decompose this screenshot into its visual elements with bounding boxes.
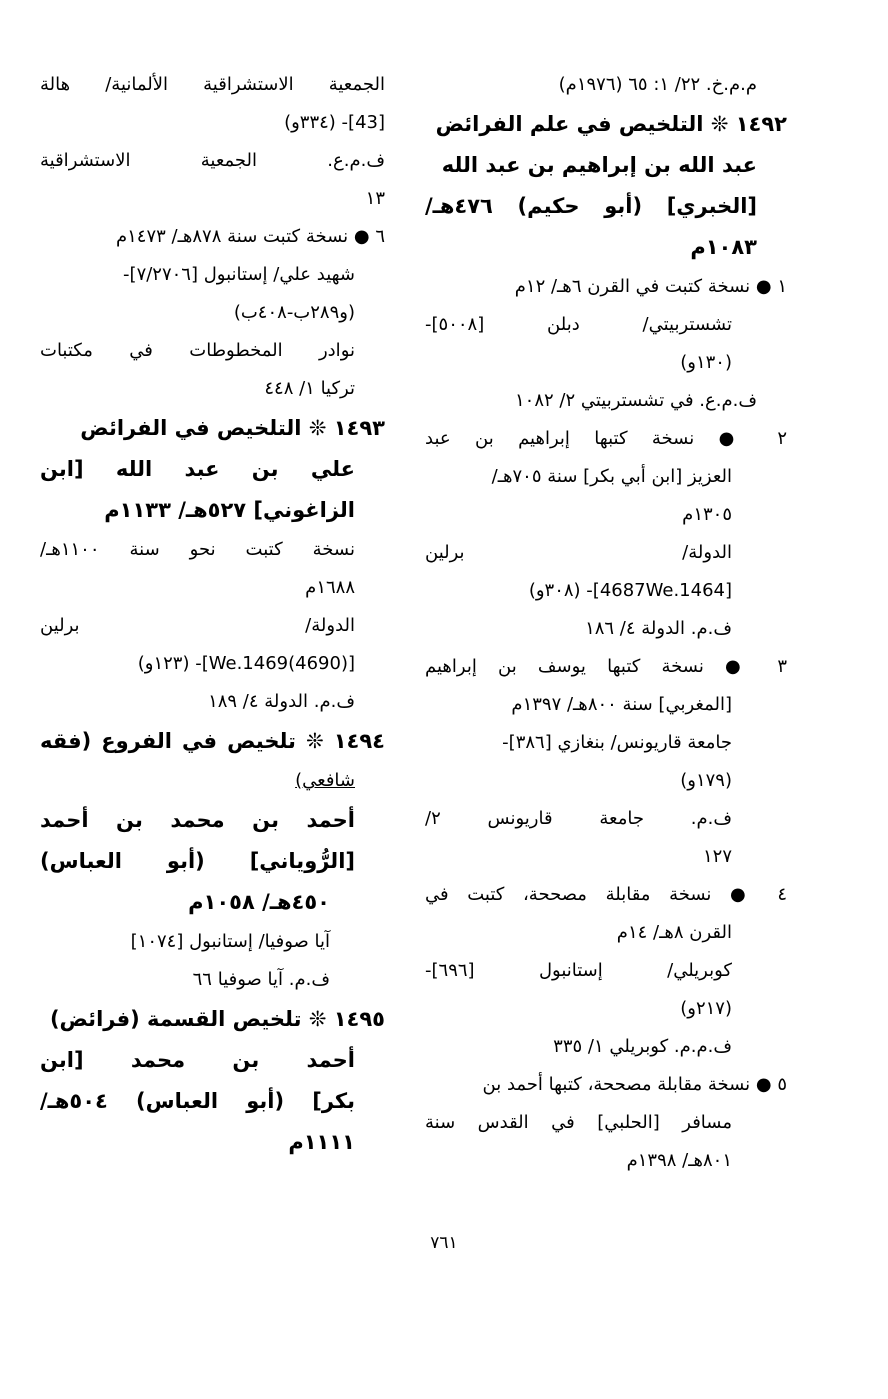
left-column-line: ١٤٩٣ ❊ التلخيص في الفرائض — [80, 416, 385, 440]
left-column-line: شافعي) — [295, 770, 355, 791]
right-column-line: ف.م.ع. في تشستربيتي ٢/ ١٠٨٢ — [515, 390, 757, 411]
right-column-line: [4687We.1464]- (٣٠٨و) — [528, 580, 732, 601]
left-column-line: ف.م. آيا صوفيا ٦٦ — [192, 969, 330, 990]
right-column-line: ١٣٠٥م — [682, 504, 732, 525]
right-column-line: ف.م. جامعة قاريونس ٢/ — [425, 808, 732, 829]
right-column-line: ٥ ● نسخة مقابلة مصححة، كتبها أحمد بن — [482, 1074, 787, 1095]
right-column-line: (١٧٩و) — [680, 770, 732, 791]
left-column — [40, 66, 385, 1163]
left-column-line: نسخة كتبت نحو سنة ١١٠٠هـ/ — [40, 539, 355, 560]
page-number: ٧٦١ — [430, 1233, 458, 1253]
right-column-line: كوبريلي/ إستانبول [٦٩٦]- — [425, 960, 732, 981]
left-column-line: نوادر المخطوطات في مكتبات — [40, 340, 355, 361]
left-column-line: ١٣ — [365, 188, 385, 209]
right-column-line: جامعة قاريونس/ بنغازي [٣٨٦]- — [502, 732, 732, 753]
right-column-line: عبد الله بن إبراهيم بن عبد الله — [441, 153, 757, 177]
right-column-line: ١٢٧ — [702, 846, 732, 867]
left-column-line: ٦ ● نسخة كتبت سنة ٨٧٨هـ/ ١٤٧٣م — [115, 226, 385, 247]
right-column-line: القرن ٨هـ/ ١٤م — [616, 922, 732, 943]
right-column-line: ١٤٩٢ ❊ التلخيص في علم الفرائض — [435, 112, 787, 136]
right-column-line: ٤ ● نسخة مقابلة مصححة، كتبت في — [425, 884, 787, 905]
left-column-line: تركيا ١/ ٤٤٨ — [264, 378, 355, 399]
left-column-line: بكر] (أبو العباس) ٥٠٤هـ/ — [40, 1089, 355, 1113]
left-column-line: علي بن عبد الله [ابن — [40, 457, 355, 481]
right-column-line: العزيز [ابن أبي بكر] سنة ٧٠٥هـ/ — [491, 466, 732, 487]
left-column-line: الدولة/ برلين — [40, 615, 355, 636]
left-column-line: ١٤٩٥ ❊ تلخيص القسمة (فرائض) — [49, 1007, 385, 1031]
left-column-line: ف.م. الدولة ٤/ ١٨٩ — [208, 691, 355, 712]
right-column-line: مسافر [الحلبي] في القدس سنة — [425, 1112, 732, 1133]
left-column-line: أحمد بن محمد [ابن — [40, 1048, 355, 1072]
left-column-line: ف.م.ع. الجمعية الاستشراقية — [40, 150, 385, 171]
left-column-line: ٤٥٠هـ/ ١٠٥٨م — [188, 890, 330, 914]
right-column-line: ٢ ● نسخة كتبها إبراهيم بن عبد — [425, 428, 787, 449]
right-column-line: ٨٠١هـ/ ١٣٩٨م — [626, 1150, 732, 1171]
right-column-line: ١٠٨٣م — [690, 235, 757, 259]
left-column-line: شهيد علي/ إستانبول [٧/٢٧٠٦]- — [123, 264, 355, 285]
right-column-line: (٢١٧و) — [680, 998, 732, 1019]
left-column-line: (و٢٨٩ب-٤٠٨ب) — [233, 302, 355, 323]
right-column-line: [الخبري] (أبو حكيم) ٤٧٦هـ/ — [425, 194, 757, 218]
right-column-line: [المغربي] سنة ٨٠٠هـ/ ١٣٩٧م — [511, 694, 732, 715]
left-column-line: [الرُّوياني] (أبو العباس) — [40, 849, 355, 873]
left-column-line: الجمعية الاستشراقية الألمانية/ هالة — [40, 74, 385, 95]
right-column-line: الدولة/ برلين — [425, 542, 732, 563]
left-column-line: ١٤٩٤ ❊ تلخيص في الفروع (فقه — [40, 729, 385, 753]
right-column-line: م.م.خ. ٢٢/ ١: ٦٥ (١٩٧٦م) — [558, 74, 757, 95]
left-column-line: الزاغوني] ٥٢٧هـ/ ١١٣٣م — [104, 498, 355, 522]
right-column — [425, 66, 787, 1180]
left-column-line: آيا صوفيا/ إستانبول [١٠٧٤] — [130, 931, 330, 952]
right-column-line: ف.م.م. كوبريلي ١/ ٣٣٥ — [553, 1036, 732, 1057]
left-column-line: ١٦٨٨م — [305, 577, 355, 598]
left-column-line: [(4690)We.1469]- (١٢٣و) — [137, 653, 355, 674]
left-column-line: ١١١١م — [288, 1130, 355, 1154]
right-column-line: ١ ● نسخة كتبت في القرن ٦هـ/ ١٢م — [514, 276, 787, 297]
left-column-line: أحمد بن محمد بن أحمد — [40, 808, 355, 832]
left-column-line: [43]- (٣٣٤و) — [284, 112, 385, 133]
right-column-line: ف.م. الدولة ٤/ ١٨٦ — [585, 618, 732, 639]
right-column-line: (١٣٠و) — [680, 352, 732, 373]
right-column-line: تشستربيتي/ دبلن [٥٠٠٨]- — [425, 314, 732, 335]
right-column-line: ٣ ● نسخة كتبها يوسف بن إبراهيم — [425, 656, 787, 677]
